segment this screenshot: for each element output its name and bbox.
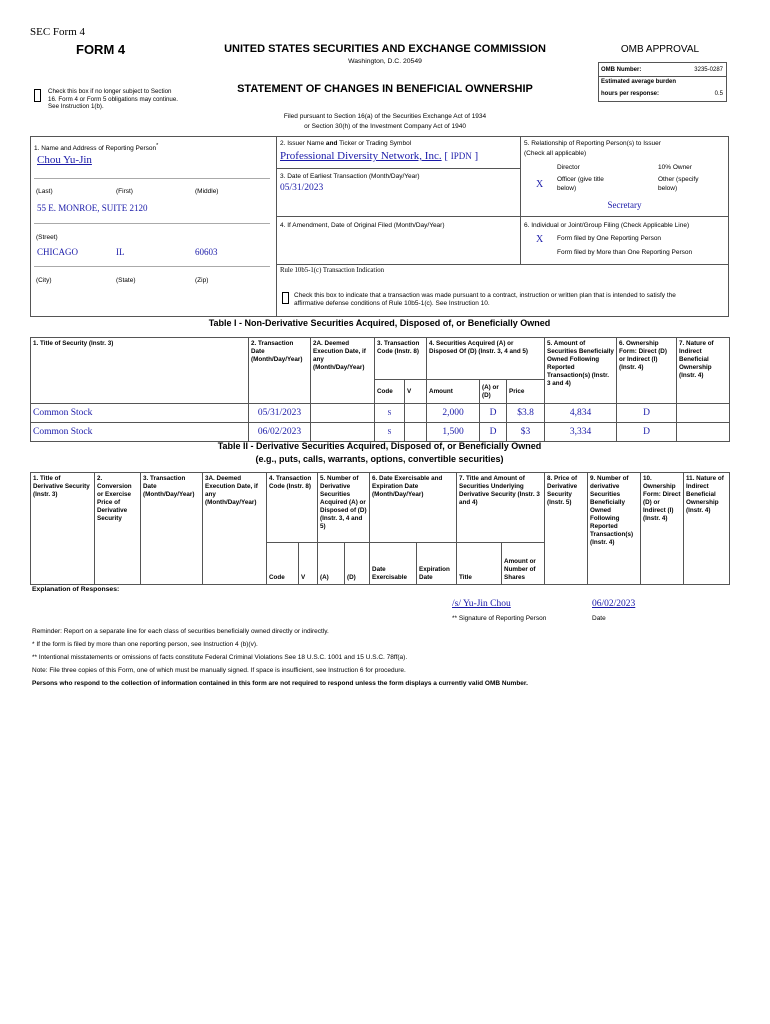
t2-h-code: 4. Transaction Code (Instr. 8) — [267, 473, 318, 543]
row-title: Common Stock — [31, 404, 249, 423]
box4-label: 4. If Amendment, Date of Original Filed (Month/Day/Year) — [280, 222, 445, 229]
t1-h-acquired: 4. Securities Acquired (A) or Disposed Of (D) (Instr. 3, 4 and 5) — [427, 338, 545, 380]
officer-title: Secretary — [607, 200, 642, 210]
row-aord: D — [480, 423, 507, 442]
t2-sub-title: Title — [457, 543, 502, 585]
t2-sub-expiration: Expiration Date — [417, 543, 457, 585]
t2-h-price: 8. Price of Derivative Security (Instr. 5) — [545, 473, 588, 585]
row-amount: 2,000 — [427, 404, 480, 423]
t1-h-owned: 5. Amount of Securities Beneficially Owned Following Reported Transaction(s) (Instr. 3 and 4) — [545, 338, 617, 404]
rule10b-text-2: affirmative defense conditions of Rule 10b5-1(c). See Instruction 10. — [294, 300, 490, 307]
note-multiple: * If the form is filed by more than one reporting person, see Instruction 4 (b)(v). — [32, 641, 258, 648]
t2-sub-exercisable: Date Exercisable — [370, 543, 417, 585]
row-price: $3.8 — [507, 404, 545, 423]
table1-title: Table I - Non-Derivative Securities Acquired, Disposed of, or Beneficially Owned — [208, 318, 551, 328]
t2-sub-amount: Amount or Number of Shares — [502, 543, 545, 585]
t2-h-number: 5. Number of Derivative Securities Acquired (A) or Disposed of (D) (Instr. 3, 4 and 5) — [318, 473, 370, 543]
row-v — [405, 423, 427, 442]
one-person-label: Form filed by One Reporting Person — [557, 235, 662, 242]
box5-label-1: 5. Relationship of Reporting Person(s) to Issuer — [524, 140, 661, 147]
t1-h-nature: 7. Nature of Indirect Beneficial Ownership (Instr. 4) — [677, 338, 730, 404]
omb-number-label: OMB Number: — [601, 67, 642, 73]
earliest-date-value: 05/31/2023 — [280, 183, 324, 193]
t1-h-title: 1. Title of Security (Instr. 3) — [31, 338, 249, 404]
section16-checkbox[interactable] — [34, 89, 41, 102]
t2-h-deemed: 3A. Deemed Execution Date, if any (Month/Day/Year) — [203, 473, 267, 585]
rule10b-text-1: Check this box to indicate that a transaction was made pursuant to a contract, instruction or written plan that is intended to satisfy the — [294, 292, 676, 299]
row-code: S — [375, 404, 405, 423]
row-deemed — [311, 423, 375, 442]
officer-label-1: Officer (give title — [557, 176, 604, 183]
t2-sub-a: (A) — [318, 543, 345, 585]
row-nature — [677, 423, 730, 442]
note-misstatements: ** Intentional misstatements or omissions of facts constitute Federal Criminal Violations See 18 U.S.C. 1001 and 15 U.S.C. 78ff(a). — [32, 654, 408, 661]
row-form: D — [617, 404, 677, 423]
agency-location: Washington, D.C. 20549 — [348, 58, 422, 65]
explanation-label: Explanation of Responses: — [32, 586, 120, 593]
rule10b-checkbox[interactable] — [282, 292, 289, 304]
statement-title: STATEMENT OF CHANGES IN BENEFICIAL OWNERSHIP — [237, 83, 533, 95]
one-person-mark[interactable]: X — [536, 234, 544, 245]
row-nature — [677, 404, 730, 423]
note-reminder: Reminder: Report on a separate line for each class of securities beneficially owned directly or indirectly. — [32, 628, 329, 635]
issuer-name: Professional Diversity Network, Inc. — [280, 150, 442, 162]
first-label: (First) — [116, 188, 133, 195]
signature-value: /s/ Yu-Jin Chou — [452, 599, 511, 609]
row-price: $3 — [507, 423, 545, 442]
t2-h-form: 10. Ownership Form: Direct (D) or Indirect (I) (Instr. 4) — [641, 473, 684, 585]
page-header: SEC Form 4 — [30, 26, 86, 38]
director-label: Director — [557, 164, 580, 171]
other-label-1: Other (specify — [658, 176, 699, 183]
omb-notice: Persons who respond to the collection of information contained in this form are not required to respond unless the form displays a currently valid OMB Number. — [32, 680, 528, 687]
filed-pursuant-2: or Section 30(h) of the Investment Company Act of 1940 — [304, 123, 466, 130]
street-value: 55 E. MONROE, SUITE 2120 — [37, 203, 148, 213]
t1-sub-price: Price — [507, 380, 545, 404]
row-owned: 3,334 — [545, 423, 617, 442]
table2-title-1: Table II - Derivative Securities Acquired, Disposed of, or Beneficially Owned — [217, 441, 542, 451]
row-date: 05/31/2023 — [249, 404, 311, 423]
t2-h-underlying: 7. Title and Amount of Securities Underlying Derivative Security (Instr. 3 and 4) — [457, 473, 545, 543]
note-copies: Note: File three copies of this Form, one of which must be manually signed. If space is insufficient, see Instruction 6 for procedure. — [32, 667, 406, 674]
t2-sub-d: (D) — [345, 543, 370, 585]
t2-h-owned: 9. Number of derivative Securities Beneficially Owned Following Reported Transaction(s) (Instr. 4) — [588, 473, 641, 585]
city-value: CHICAGO — [37, 247, 79, 257]
row-owned: 4,834 — [545, 404, 617, 423]
table1 — [30, 337, 730, 442]
ten-pct-label: 10% Owner — [658, 164, 692, 171]
zip-value: 60603 — [195, 247, 218, 257]
t2-h-nature: 11. Nature of Indirect Beneficial Ownership (Instr. 4) — [684, 473, 730, 585]
officer-mark[interactable]: X — [536, 179, 544, 190]
middle-label: (Middle) — [195, 188, 219, 195]
reporting-person-name: Chou Yu-Jin — [37, 154, 92, 166]
state-value: IL — [116, 247, 125, 257]
box1-label: 1. Name and Address of Reporting Person* — [34, 143, 159, 153]
row-deemed — [311, 404, 375, 423]
t2-h-date: 3. Transaction Date (Month/Day/Year) — [141, 473, 203, 585]
t2-sub-code: Code — [267, 543, 299, 585]
box6-label: 6. Individual or Joint/Group Filing (Check Applicable Line) — [524, 222, 690, 229]
section16-note: Check this box if no longer subject to Section 16. Form 4 or Form 5 obligations may continue. See Instruction 1(b). — [48, 88, 178, 110]
row-code: S — [375, 423, 405, 442]
rule10b-title: Rule 10b5-1(c) Transaction Indication — [280, 267, 385, 274]
row-title: Common Stock — [31, 423, 249, 442]
omb-number: 3235-0287 — [694, 67, 723, 73]
signature-date-label: Date — [592, 615, 606, 622]
t1-sub-amount: Amount — [427, 380, 480, 404]
other-label-2: below) — [658, 185, 678, 192]
table2 — [30, 472, 730, 585]
table2-title-2: (e.g., puts, calls, warrants, options, convertible securities) — [255, 454, 504, 464]
row-date: 06/02/2023 — [249, 423, 311, 442]
officer-label-2: below) — [557, 185, 577, 192]
t1-h-form: 6. Ownership Form: Direct (D) or Indirect (I) (Instr. 4) — [617, 338, 677, 404]
multiple-persons-label: Form filed by More than One Reporting Person — [557, 249, 693, 256]
box5-label-2: (Check all applicable) — [524, 150, 587, 157]
form-title: FORM 4 — [76, 42, 126, 57]
omb-title: OMB APPROVAL — [620, 44, 700, 55]
state-label: (State) — [116, 277, 136, 284]
agency-name: UNITED STATES SECURITIES AND EXCHANGE COMMISSION — [224, 43, 546, 55]
omb-burden: 0.5 — [714, 91, 723, 97]
signature-label: ** Signature of Reporting Person — [452, 615, 547, 622]
street-label: (Street) — [36, 234, 58, 241]
row-form: D — [617, 423, 677, 442]
table-row — [31, 423, 730, 442]
box3-label: 3. Date of Earliest Transaction (Month/Day/Year) — [280, 173, 420, 180]
t1-sub-v: V — [405, 380, 427, 404]
issuer-name-line: Professional Diversity Network, Inc. [ IPDN ] — [280, 150, 479, 162]
last-label: (Last) — [36, 188, 53, 195]
issuer-ticker: IPDN — [450, 151, 472, 161]
filed-pursuant-1: Filed pursuant to Section 16(a) of the Securities Exchange Act of 1934 — [283, 113, 487, 120]
t1-sub-aord: (A) or (D) — [480, 380, 507, 404]
t1-sub-code: Code — [375, 380, 405, 404]
omb-burden-label-1: Estimated average burden — [601, 79, 677, 85]
t1-h-code: 3. Transaction Code (Instr. 8) — [375, 338, 427, 380]
t2-h-conversion: 2. Conversion or Exercise Price of Derivative Security — [95, 473, 141, 585]
row-amount: 1,500 — [427, 423, 480, 442]
t2-sub-v: V — [299, 543, 318, 585]
box2-label: 2. Issuer Name and Ticker or Trading Symbol — [280, 140, 412, 147]
table-row — [31, 404, 730, 423]
t2-h-title: 1. Title of Derivative Security (Instr. 3) — [31, 473, 95, 585]
t2-h-exercisable: 6. Date Exercisable and Expiration Date (Month/Day/Year) — [370, 473, 457, 543]
signature-date: 06/02/2023 — [592, 599, 636, 609]
zip-label: (Zip) — [195, 277, 209, 284]
omb-burden-label-2: hours per response: — [601, 91, 660, 97]
t1-h-date: 2. Transaction Date (Month/Day/Year) — [249, 338, 311, 404]
city-label: (City) — [36, 277, 52, 284]
t1-h-deemed: 2A. Deemed Execution Date, if any (Month/Day/Year) — [311, 338, 375, 404]
row-aord: D — [480, 404, 507, 423]
row-v — [405, 404, 427, 423]
